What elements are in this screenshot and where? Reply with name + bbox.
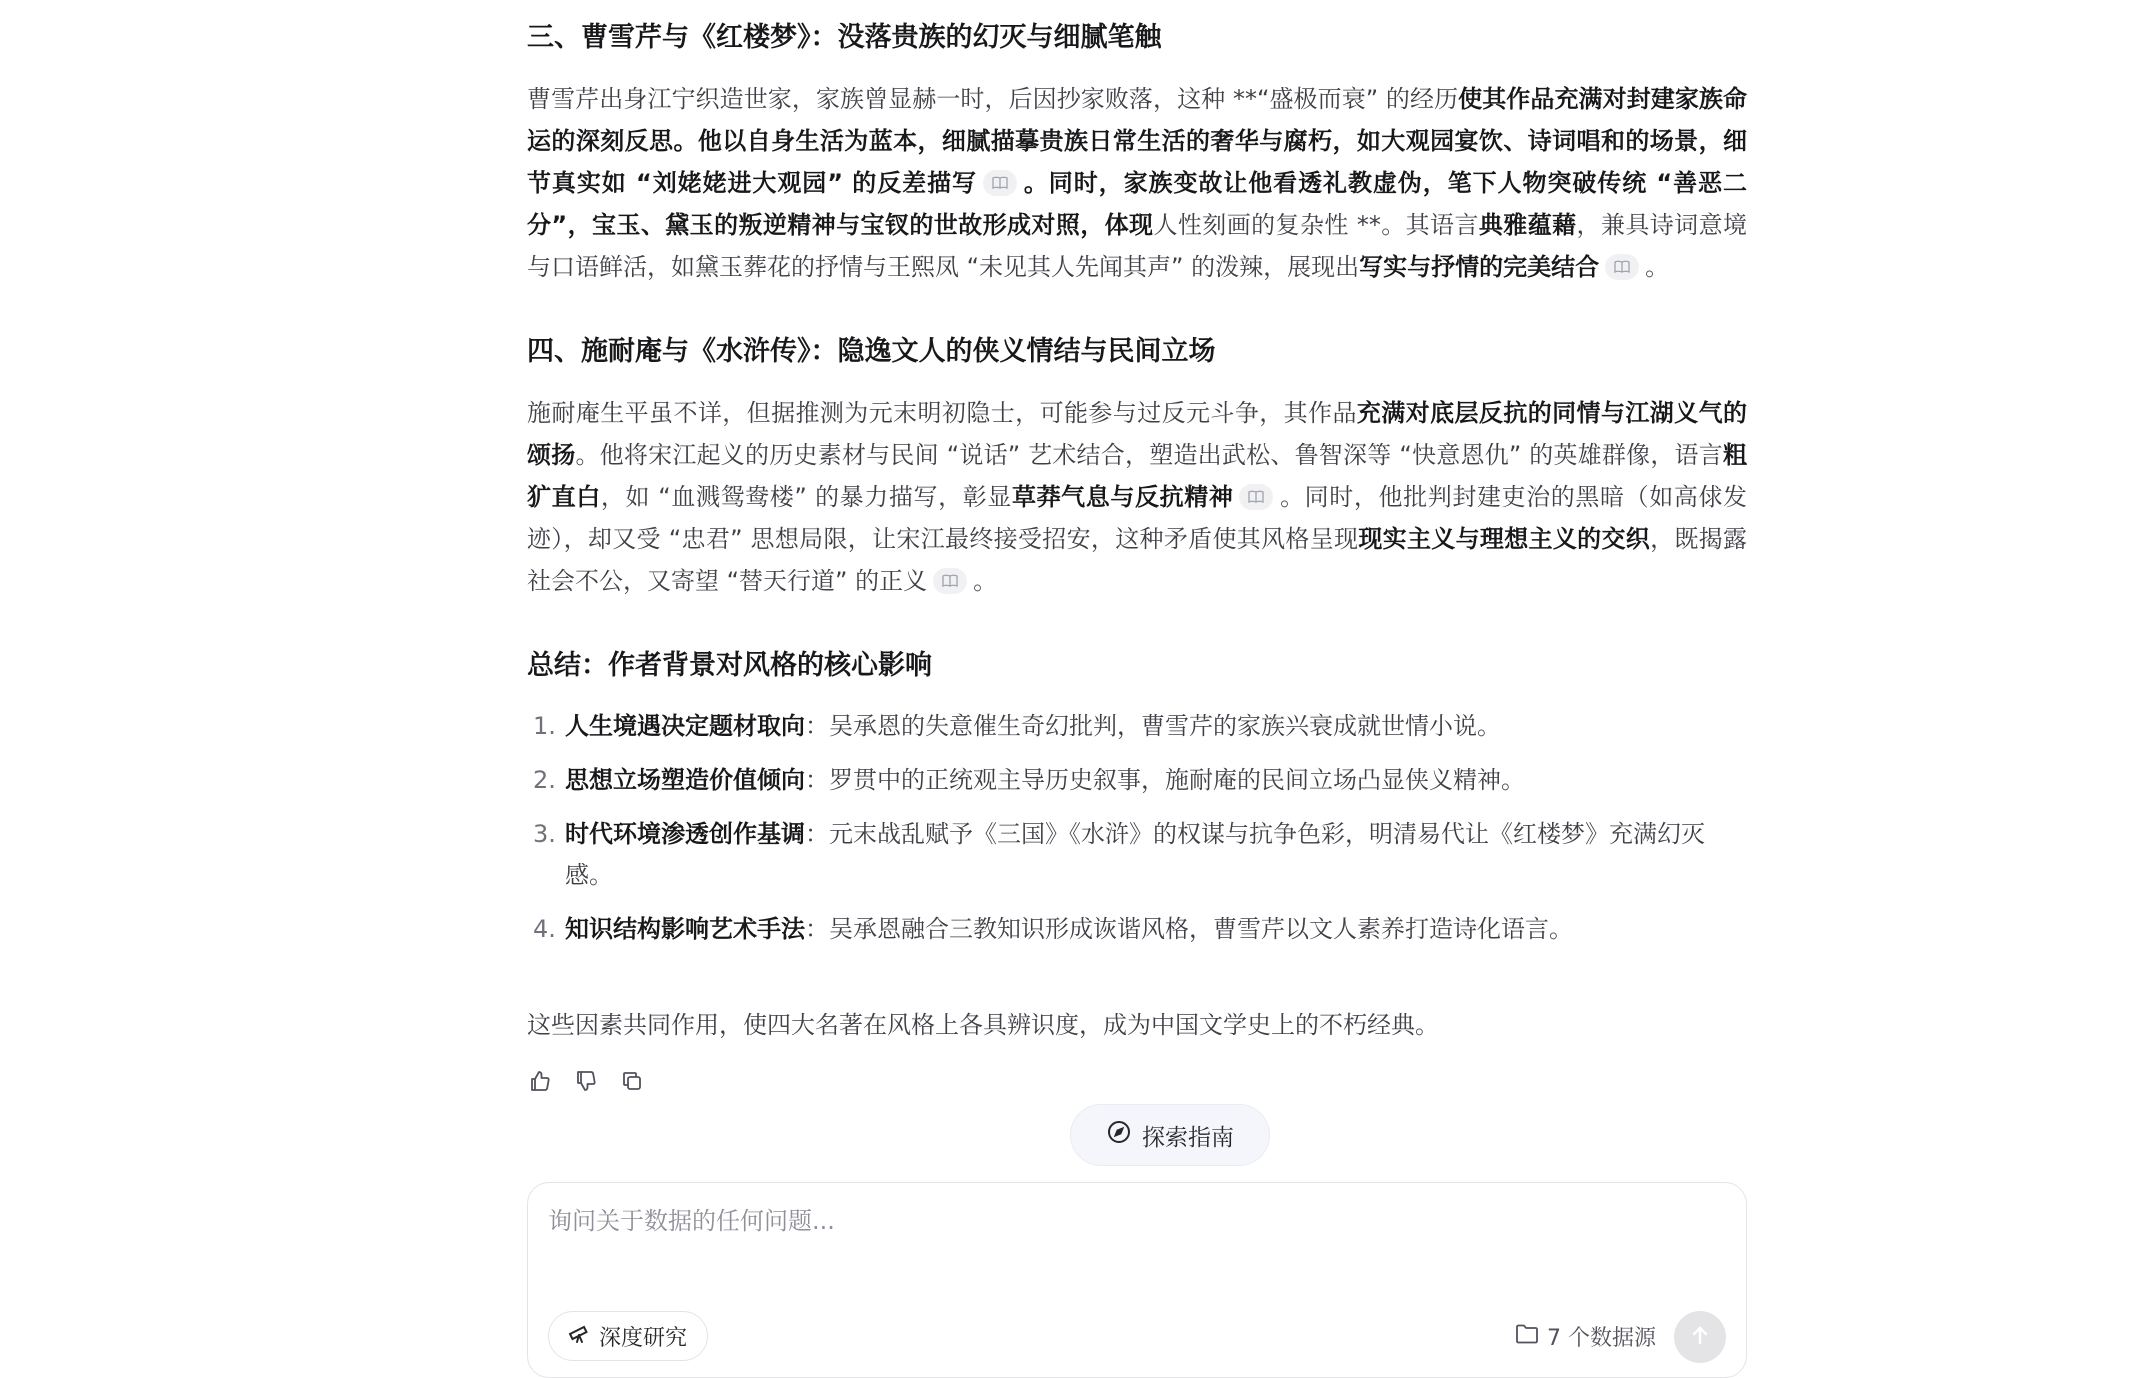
list-item <box>527 814 1747 896</box>
section4-text: 施耐庵生平虽不详，但据推测为元末明初隐士，可能参与过反元斗争，其作品 <box>527 399 1357 427</box>
send-button[interactable] <box>1674 1311 1726 1363</box>
section3-heading: 三、曹雪芹与《红楼梦》：没落贵族的幻灭与细腻笔触 <box>527 22 1162 53</box>
section4-text: 。 <box>973 567 998 595</box>
citation-book-icon[interactable] <box>933 568 967 594</box>
section4-text: 。他将宋江起义的历史素材与民间 “说话” 艺术结合，塑造出武松、鲁智深等 “快意恩仇” 的英雄群像，语言 <box>575 441 1723 469</box>
section4-text: 。同时，他批判封建吏治的黑暗（如高俅发迹），却又受 “忠君” 思想局限，让宋江最终接受招安，这种矛盾使其风格呈现 <box>527 483 1748 553</box>
data-sources-label: 7 个数据源 <box>1547 1326 1656 1351</box>
thumbs-up-icon[interactable] <box>527 1068 553 1094</box>
list-item-title: 人生境遇决定题材取向 <box>565 712 805 740</box>
section3-bold: 典雅蕴藉 <box>1478 211 1577 239</box>
list-item-text: ：罗贯中的正统观主导历史叙事，施耐庵的民间立场凸显侠义精神。 <box>805 766 1525 794</box>
list-item-title: 思想立场塑造价值倾向 <box>565 766 805 794</box>
summary-heading: 总结：作者背景对风格的核心影响 <box>527 650 932 681</box>
section4-bold: 充满对底层反抗的同情与江湖义气的颂扬 <box>527 399 1747 469</box>
section4-text: ，既揭露社会不公，又寄望 “替天行道” 的正义 <box>527 525 1747 595</box>
deep-research-button[interactable] <box>548 1311 708 1361</box>
arrow-up-icon <box>1689 1324 1711 1350</box>
section3-paragraph <box>527 78 1747 288</box>
list-item-text: ：吴承恩融合三教知识形成诙谐风格，曹雪芹以文人素养打造诗化语言。 <box>805 915 1573 943</box>
summary-list <box>527 706 1747 950</box>
section4-bold: 现实主义与理想主义的交织 <box>1358 525 1651 553</box>
telescope-icon <box>567 1321 591 1351</box>
folder-icon <box>1515 1323 1539 1351</box>
copy-icon[interactable] <box>619 1068 645 1094</box>
chat-composer <box>527 1182 1747 1378</box>
list-item-text: ：元末战乱赋予《三国》《水浒》的权谋与抗争色彩，明清易代让《红楼梦》充满幻灭感。 <box>565 820 1705 889</box>
citation-book-icon[interactable] <box>983 170 1017 196</box>
list-number: 1. <box>533 712 556 740</box>
message-actions <box>527 1068 645 1094</box>
compass-icon <box>1106 1119 1132 1151</box>
explore-guide-label: 探索指南 <box>1142 1124 1234 1151</box>
deep-research-label: 深度研究 <box>599 1325 688 1351</box>
section4-bold: 草莽气息与反抗精神 <box>1011 483 1234 511</box>
list-item-title: 知识结构影响艺术手法 <box>565 915 805 943</box>
thumbs-down-icon[interactable] <box>573 1068 599 1094</box>
section4-paragraph <box>527 392 1747 602</box>
list-number: 2. <box>533 766 556 794</box>
list-number: 4. <box>533 915 556 943</box>
section3-text: 。 <box>1645 253 1670 281</box>
section4-text: ，如 “血溅鸳鸯楼” 的暴力描写，彰显 <box>600 483 1012 511</box>
section3-bold: 。同时，家族变故让他看透礼教虚伪，笔下人物突破传统 “善恶二分”，宝玉、黛玉的叛逆精神与宝钗的世故形成对照，体现 <box>527 169 1747 239</box>
list-item <box>527 760 1747 801</box>
citation-book-icon[interactable] <box>1239 484 1273 510</box>
section4-heading: 四、施耐庵与《水浒传》：隐逸文人的侠义情结与民间立场 <box>527 336 1216 367</box>
section3-text: 曹雪芹出身江宁织造世家，家族曾显赫一时，后因抄家败落，这种 **“盛极而衰” 的经历 <box>527 85 1459 113</box>
conclusion-text: 这些因素共同作用，使四大名著在风格上各具辨识度，成为中国文学史上的不朽经典。 <box>527 1011 1439 1039</box>
explore-guide-button[interactable] <box>1070 1104 1270 1166</box>
data-sources-button[interactable] <box>1515 1321 1656 1352</box>
list-item-title: 时代环境渗透创作基调 <box>565 820 805 848</box>
section4-bold: 粗犷直白 <box>527 441 1747 511</box>
section3-bold: 写实与抒情的完美结合 <box>1359 253 1600 281</box>
chat-input[interactable]: 询问关于数据的任何问题... <box>548 1207 835 1235</box>
section3-text: 人性刻画的复杂性 **。其语言 <box>1153 211 1479 239</box>
list-number: 3. <box>533 820 556 848</box>
section3-bold: 使其作品充满对封建家族命运的深刻反思。他以自身生活为蓝本，细腻描摹贵族日常生活的奢华与腐朽，如大观园宴饮、诗词唱和的场景，细节真实如 “刘姥姥进大观园” 的反差描写 <box>527 85 1748 197</box>
section3-text: ，兼具诗词意境与口语鲜活，如黛玉葬花的抒情与王熙凤 “未见其人先闻其声” 的泼辣，展现出 <box>527 211 1748 281</box>
list-item <box>527 706 1747 747</box>
list-item-text: ：吴承恩的失意催生奇幻批判，曹雪芹的家族兴衰成就世情小说。 <box>805 712 1501 740</box>
citation-book-icon[interactable] <box>1605 254 1639 280</box>
list-item <box>527 909 1747 950</box>
